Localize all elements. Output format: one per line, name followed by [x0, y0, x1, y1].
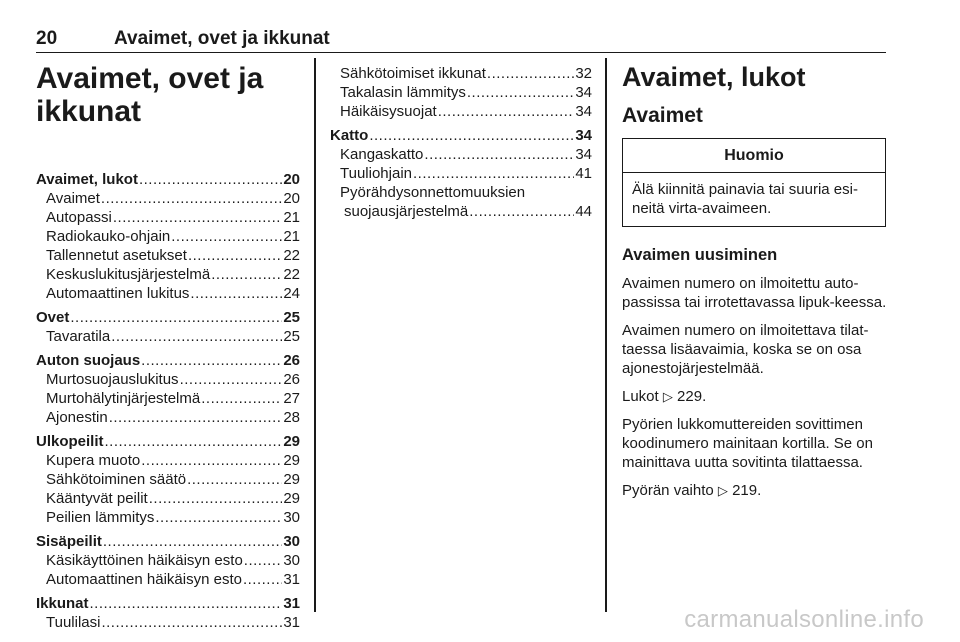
toc-entry-label: Pyörähdysonnettomuuksien — [340, 184, 526, 201]
toc-entry-page: 22 — [283, 266, 300, 283]
toc-entry-label: Avaimet, lukot — [36, 171, 138, 188]
toc-entry-label: Avaimet — [46, 190, 100, 207]
toc-entry[interactable] — [36, 265, 300, 284]
toc-leader-dots — [141, 351, 282, 370]
toc-entry[interactable] — [36, 451, 300, 470]
toc-entry[interactable] — [36, 470, 300, 489]
toc-entry-label: Murtosuojauslukitus — [46, 371, 179, 388]
toc-entry[interactable] — [330, 83, 592, 102]
toc-leader-dots — [103, 532, 282, 551]
toc-leader-dots — [90, 594, 283, 613]
toc-entry-page: 34 — [575, 84, 592, 101]
toc-entry[interactable] — [330, 164, 592, 183]
toc-leader-dots — [105, 432, 283, 451]
toc-leader-dots — [438, 102, 575, 121]
toc-entry-label: Ikkunat — [36, 595, 89, 612]
toc-entry-page: 34 — [575, 127, 592, 144]
toc-leader-dots — [141, 451, 282, 470]
toc-leader-dots — [369, 126, 574, 145]
toc-entry-page: 21 — [283, 209, 300, 226]
paragraph-key-number: Avaimen numero on ilmoitettu auto-passissa tai irrotettavassa lipuk-keessa. — [622, 275, 887, 311]
toc-leader-dots — [413, 164, 574, 183]
toc-leader-dots — [101, 189, 282, 208]
toc-leader-dots — [188, 246, 282, 265]
page-ref-icon: ▷ — [662, 389, 673, 404]
paragraph-wheel-change-ref — [622, 481, 888, 500]
toc-entry-label: Häikäisysuojat — [340, 103, 437, 120]
toc-leader-dots — [180, 370, 283, 389]
toc-entry-label: Automaattinen lukitus — [46, 285, 190, 302]
toc-entry-label: Auton suojaus — [36, 352, 141, 369]
subsection-title: Avaimet — [622, 104, 703, 127]
toc-entry-label: Sähkötoiminen säätö — [46, 471, 187, 488]
toc-entry[interactable] — [36, 208, 300, 227]
toc-leader-dots — [109, 408, 283, 427]
page-ref-icon: ▷ — [717, 483, 728, 498]
toc-entry-label: Kupera muoto — [46, 452, 141, 469]
toc-section-entry[interactable] — [330, 126, 592, 145]
table-of-contents — [36, 170, 300, 632]
toc-entry-page: 27 — [283, 390, 300, 407]
toc-section-entry[interactable] — [36, 432, 300, 451]
toc-entry-label: Ulkopeilit — [36, 433, 104, 450]
toc-leader-dots — [113, 208, 282, 227]
toc-entry-page: 21 — [283, 228, 300, 245]
toc-entry[interactable] — [36, 284, 300, 303]
toc-entry-page: 32 — [575, 65, 592, 82]
toc-entry-label: Autopassi — [46, 209, 112, 226]
key-replacement-heading: Avaimen uusiminen — [622, 246, 778, 264]
toc-entry[interactable] — [36, 613, 300, 632]
toc-entry-page: 29 — [283, 471, 300, 488]
paragraph-additional-keys: Avaimen numero on ilmoitettava tilat-taessa lisäavaimia, koska se on osa ajonestojärjestelmää. — [622, 322, 869, 377]
toc-section-entry[interactable] — [36, 351, 300, 370]
toc-entry[interactable] — [36, 408, 300, 427]
column-divider-right — [605, 58, 607, 612]
toc-entry-page: 25 — [283, 309, 300, 326]
toc-entry-page: 26 — [283, 371, 300, 388]
toc-entry-label: Ovet — [36, 309, 70, 326]
toc-entry-page: 30 — [283, 533, 300, 550]
toc-entry-page: 44 — [575, 203, 592, 220]
toc-entry-page: 20 — [283, 171, 300, 188]
toc-leader-dots — [111, 327, 282, 346]
wheel-change-ref-page[interactable]: 219. — [732, 482, 762, 499]
toc-entry-label: Kääntyvät peilit — [46, 490, 148, 507]
running-title: Avaimet, ovet ja ikkunat — [114, 28, 330, 49]
toc-leader-dots — [101, 613, 282, 632]
toc-entry-label: Radiokauko-ohjain — [46, 228, 171, 245]
toc-leader-dots — [467, 83, 574, 102]
note-body: Älä kiinnitä painavia tai suuria esi-neitä virta-avaimeen. — [632, 181, 858, 217]
toc-entry-label: Tuulilasi — [46, 614, 101, 631]
toc-entry[interactable] — [330, 183, 592, 202]
toc-entry-page: 34 — [575, 146, 592, 163]
toc-leader-dots — [139, 170, 282, 189]
paragraph-locks-ref — [622, 387, 888, 406]
toc-leader-dots — [190, 284, 282, 303]
right-column — [622, 62, 888, 500]
toc-entry[interactable] — [330, 64, 592, 83]
toc-entry-page: 30 — [283, 552, 300, 569]
toc-entry-label: Tallennetut asetukset — [46, 247, 187, 264]
toc-leader-dots — [244, 551, 283, 570]
toc-entry[interactable] — [36, 189, 300, 208]
toc-leader-dots — [201, 389, 282, 408]
toc-entry-label: Murtohälytinjärjestelmä — [46, 390, 201, 407]
toc-leader-dots — [171, 227, 282, 246]
toc-entry[interactable] — [36, 370, 300, 389]
section-title: Avaimet, lukot — [622, 62, 806, 92]
toc-entry[interactable] — [36, 551, 300, 570]
toc-entry[interactable] — [36, 489, 300, 508]
toc-entry-page: 31 — [283, 571, 300, 588]
column-divider-left — [314, 58, 316, 612]
toc-entry[interactable] — [36, 570, 300, 589]
toc-entry-label: Sähkötoimiset ikkunat — [340, 65, 486, 82]
toc-entry-page: 26 — [283, 352, 300, 369]
toc-leader-dots — [487, 64, 574, 83]
wheel-change-ref-text: Pyörän vaihto — [622, 482, 714, 499]
toc-leader-dots — [149, 489, 283, 508]
page-number: 20 — [36, 28, 58, 49]
toc-entry[interactable] — [36, 327, 300, 346]
toc-entry-page: 31 — [283, 614, 300, 631]
toc-entry-label: Kangaskatto — [340, 146, 424, 163]
toc-entry-label: Automaattinen häikäisyn esto — [46, 571, 242, 588]
toc-entry-label: Takalasin lämmitys — [340, 84, 466, 101]
toc-entry-page: 22 — [283, 247, 300, 264]
toc-entry[interactable] — [330, 102, 592, 121]
middle-column — [330, 64, 592, 221]
note-box — [622, 138, 886, 227]
toc-entry-page: 41 — [575, 165, 592, 182]
page-header — [36, 28, 886, 53]
toc-entry[interactable] — [36, 508, 300, 527]
table-of-contents-continued — [330, 64, 592, 221]
chapter-title: Avaimet, ovet ja ikkunat — [36, 62, 264, 128]
toc-entry-label: Keskuslukitusjärjestelmä — [46, 266, 211, 283]
left-column — [36, 62, 300, 632]
toc-entry-label: Tuuliohjain — [340, 165, 412, 182]
toc-section-entry[interactable] — [36, 532, 300, 551]
toc-entry-page: 20 — [283, 190, 300, 207]
watermark: carmanualsonline.info — [684, 606, 924, 633]
toc-section-entry[interactable] — [36, 170, 300, 189]
locks-ref-page[interactable]: 229. — [677, 388, 707, 405]
toc-leader-dots — [155, 508, 282, 527]
toc-entry-page: 25 — [283, 328, 300, 345]
toc-entry[interactable] — [36, 246, 300, 265]
toc-entry-page: 29 — [283, 433, 300, 450]
toc-entry-label: Peilien lämmitys — [46, 509, 155, 526]
toc-section-entry[interactable] — [36, 308, 300, 327]
toc-leader-dots — [424, 145, 574, 164]
toc-leader-dots — [211, 265, 282, 284]
toc-entry[interactable] — [330, 145, 592, 164]
toc-entry-label: suojausjärjestelmä — [344, 203, 469, 220]
paragraph-wheel-locks: Pyörien lukkomuttereiden sovittimen koodinumero mainitaan kortilla. Se on mainittava uutta sovitinta tilattaessa. — [622, 416, 873, 471]
toc-entry[interactable] — [330, 202, 592, 221]
toc-leader-dots — [70, 308, 282, 327]
toc-entry-label: Käsikäyttöinen häikäisyn esto — [46, 552, 243, 569]
toc-entry-page: 31 — [283, 595, 300, 612]
toc-entry-label: Tavaratila — [46, 328, 111, 345]
toc-leader-dots — [243, 570, 282, 589]
toc-entry-page: 29 — [283, 490, 300, 507]
toc-entry[interactable] — [36, 389, 300, 408]
toc-entry-label: Sisäpeilit — [36, 533, 102, 550]
toc-entry[interactable] — [36, 227, 300, 246]
toc-entry-label: Ajonestin — [46, 409, 108, 426]
toc-section-entry[interactable] — [36, 594, 300, 613]
toc-entry-page: 34 — [575, 103, 592, 120]
toc-leader-dots — [469, 202, 574, 221]
toc-entry-page: 30 — [283, 509, 300, 526]
toc-entry-page: 24 — [283, 285, 300, 302]
locks-ref-text: Lukot — [622, 388, 659, 405]
toc-entry-page: 29 — [283, 452, 300, 469]
toc-leader-dots — [187, 470, 282, 489]
note-title: Huomio — [623, 139, 885, 173]
toc-entry-label: Katto — [330, 127, 369, 144]
toc-entry-page: 28 — [283, 409, 300, 426]
